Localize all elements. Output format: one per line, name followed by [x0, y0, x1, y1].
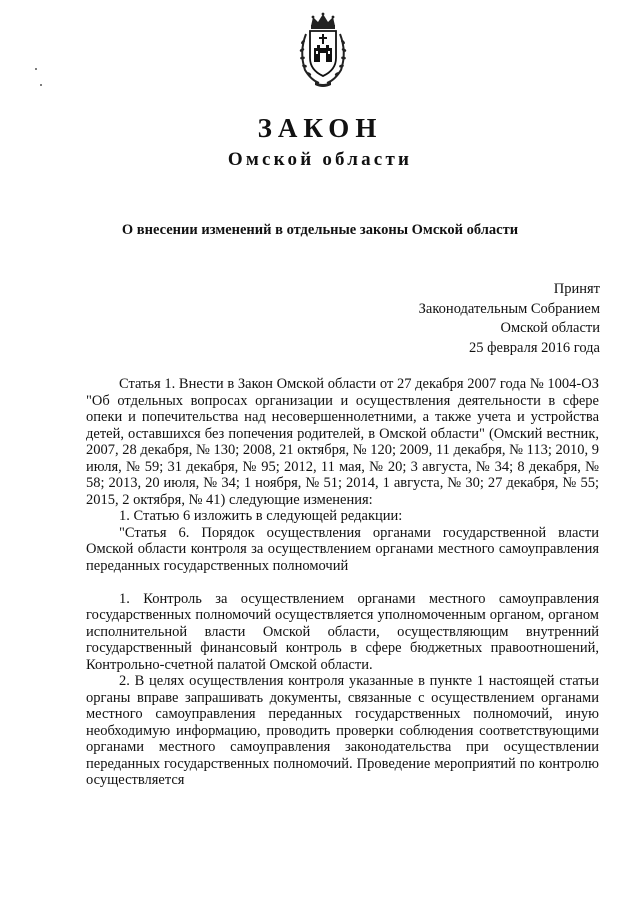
adoption-line: Омской области: [500, 320, 600, 336]
article-6-point-2: 2. В целях осуществления контроля указанные в пункте 1 настоящей статьи органы вправе запрашивать документы, связанные с осуществлением органами местного самоуправления переданных государственных полномочий, иную необходимую информацию, проводить проверки соблюдения соответствующими органами местного самоуправления законодательства при осуществлении переданных государственных полномочий. Проведение мероприятий по контролю осуществляется: [86, 673, 599, 788]
adoption-line: Принят: [553, 281, 600, 297]
document-subtitle: Омской области: [227, 149, 413, 170]
article-6-point-1: 1. Контроль за осуществлением органами местного самоуправления государственных полномочий осуществляется уполномоченным органом, органом исполнительной власти Омской области, осуществляющим внутренний государственный финансовый контроль в сфере бюджетных правоотношений, Контрольно-счетной палатой Омской области.: [86, 590, 599, 673]
article-6-title: "Статья 6. Порядок осуществления органами государственной власти Омской области контроля за осуществлением органами местного самоуправления переданных государственных полномочий: [86, 524, 599, 574]
article-1-paragraph: Статья 1. Внести в Закон Омской области от 27 декабря 2007 года № 1004-ОЗ "Об отдельных вопросах организации и осуществления деятельности в сфере опеки и попечительства над несовершеннолетними, а также учета и устройства детей, оставшихся без попечения родителей, в Омской области" (Омский вестник, 2007, 28 декабря, № 130; 2008, 21 октября, № 120; 2009, 11 декабря, № 113; 2010, 9 июля, № 59; 31 декабря, № 95; 2012, 11 мая, № 20; 3 августа, № 34; 8 декабря, № 58; 2013, 20 июля, № 34; 1 ноября, № 51; 2014, 1 августа, № 30; 27 декабря, № 55; 2015, 2 октября, № 41) следующие изменения:: [86, 376, 599, 508]
coat-of-arms-icon: [297, 12, 349, 88]
document-heading: О внесении изменений в отдельные законы Омской области: [121, 222, 519, 238]
adoption-block: [419, 280, 600, 358]
scan-speck: [35, 68, 37, 70]
adoption-line: Законодательным Собранием: [418, 300, 600, 317]
scan-speck: [40, 84, 42, 86]
document-body: [86, 376, 599, 789]
paragraph-spacer: [86, 574, 599, 591]
amendment-item-1: 1. Статью 6 изложить в следующей редакции:: [119, 508, 403, 524]
document-title: ЗАКОН: [257, 113, 383, 143]
adoption-date: 25 февраля 2016 года: [468, 339, 600, 356]
